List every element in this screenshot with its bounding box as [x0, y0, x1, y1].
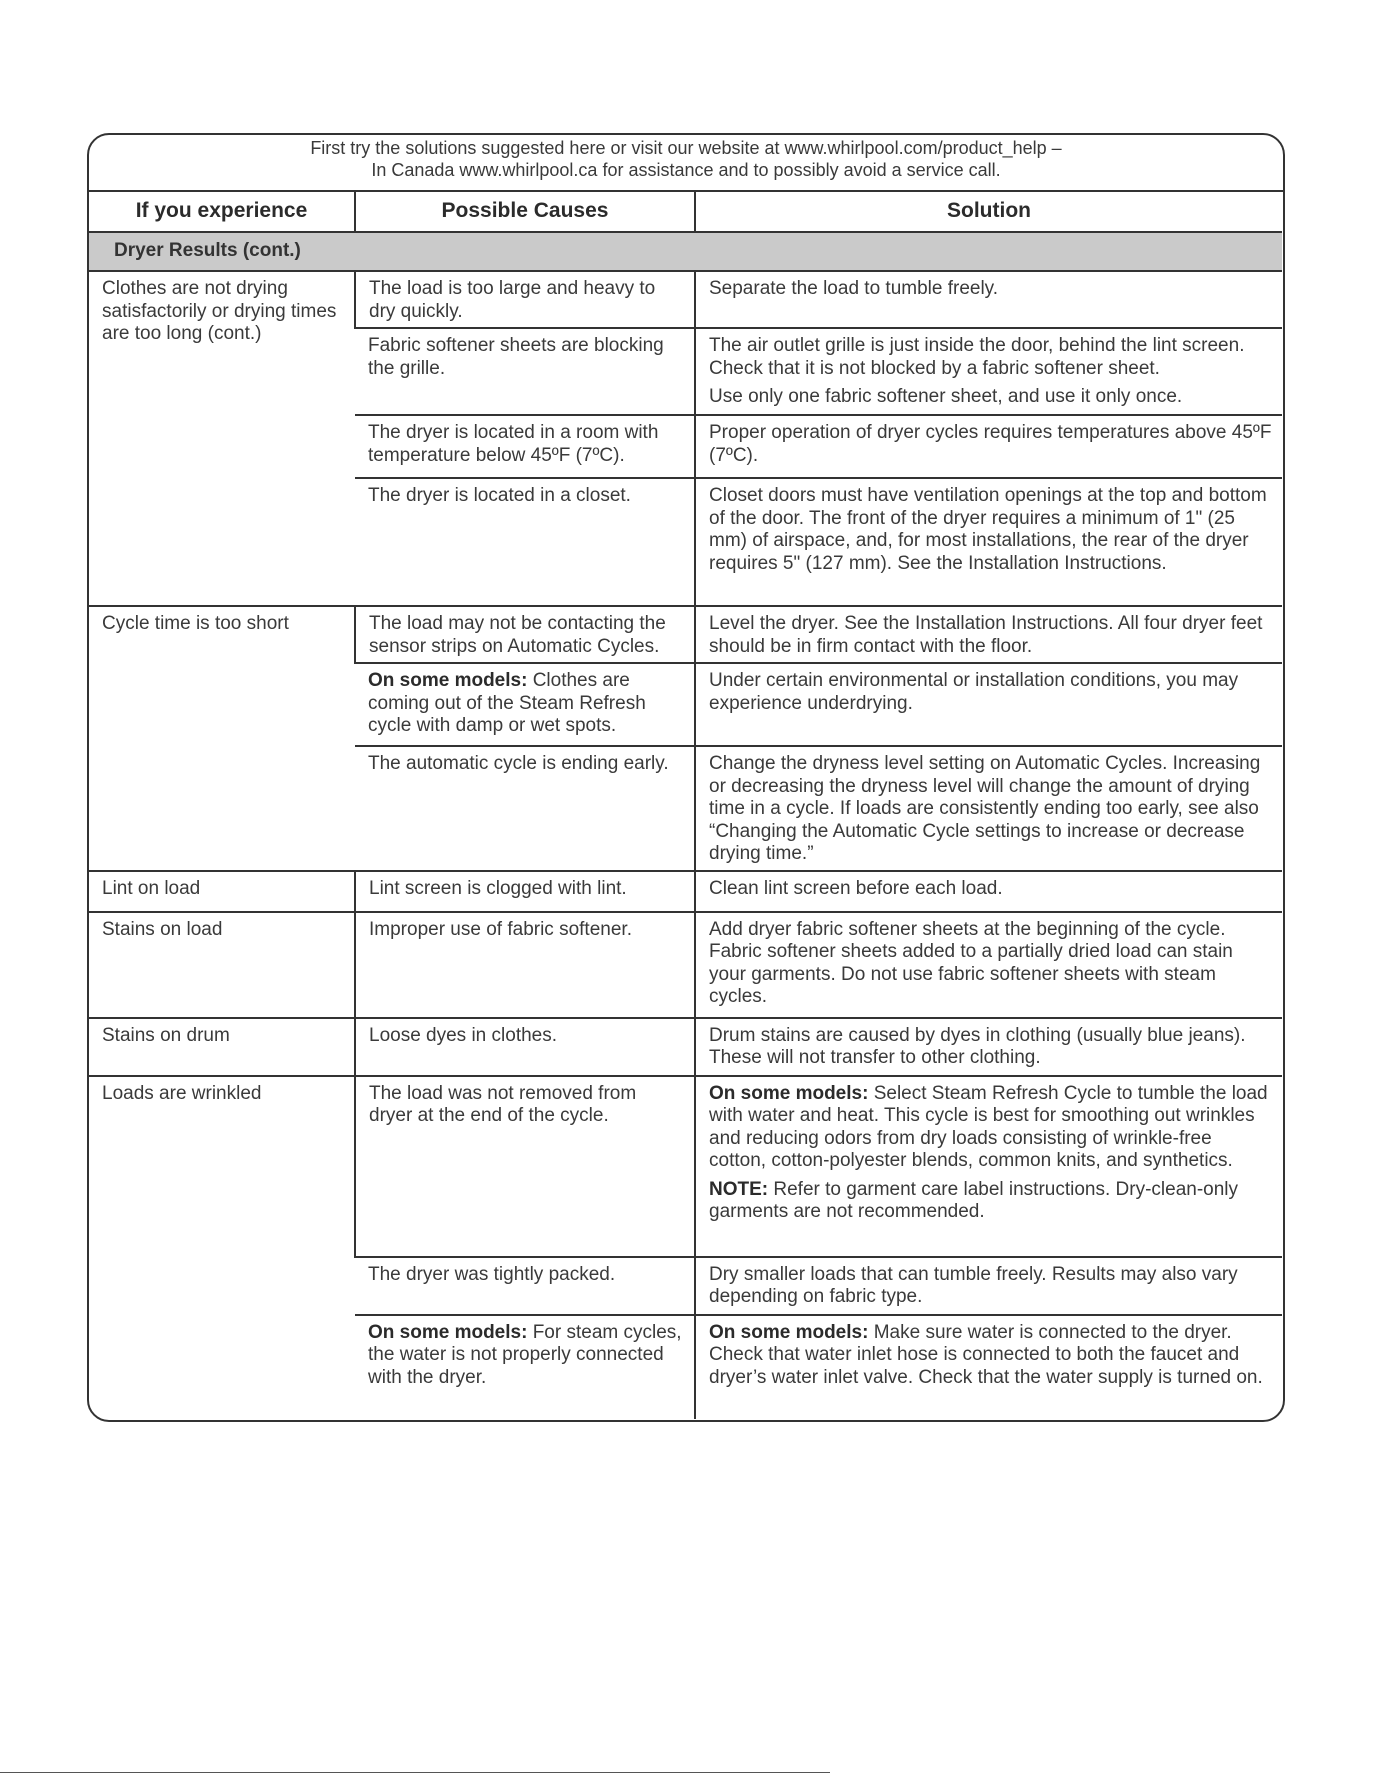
solution-cell: Separate the load to tumble freely. — [695, 271, 1282, 328]
experience-drying: Clothes are not drying satisfactorily or drying times are too long (cont.) — [102, 278, 337, 344]
solution-cell: Under certain environmental or installation conditions, you may experience underdrying. — [695, 663, 1282, 746]
cause-cell: The load is too large and heavy to dry quickly. — [355, 271, 695, 328]
experience-stains-drum: Stains on drum — [89, 1018, 355, 1076]
solution-cell: Closet doors must have ventilation openings at the top and bottom of the door. The front of the dryer requires a minimum of 1" (25 mm) of airspace, and, for most installations, the rear of the dryer requires 5" (127 mm). See the Installation Instructions. — [695, 478, 1282, 606]
header-solution: Solution — [695, 192, 1282, 232]
cause-text: Clothes are coming out of the Steam Refresh cycle with damp or wet spots. — [368, 670, 646, 736]
solution-paragraph — [709, 1083, 1272, 1173]
solution-cell: Level the dryer. See the Installation Instructions. All four dryer feet should be in firm contact with the floor. — [695, 606, 1282, 663]
cause-cell: Loose dyes in clothes. — [355, 1018, 695, 1076]
table-row — [89, 1018, 1282, 1076]
solution-cell: Drum stains are caused by dyes in clothing (usually blue jeans). These will not transfer to other clothing. — [695, 1018, 1282, 1076]
cause-cell: The load may not be contacting the sensor strips on Automatic Cycles. — [355, 606, 695, 663]
cause-text: For steam cycles, the water is not properly connected with the dryer. — [368, 1321, 682, 1388]
solution-cell: Dry smaller loads that can tumble freely. Results may also vary depending on fabric type. — [695, 1257, 1282, 1315]
note-label: NOTE: — [709, 1178, 769, 1200]
troubleshooting-table — [89, 192, 1282, 1419]
solution-cell: Change the dryness level setting on Automatic Cycles. Increasing or decreasing the dryness level will change the amount of drying time in a cycle. If loads are consistently ending too early, see also “Changing the Automatic Cycle settings to increase or decrease drying time.” — [695, 746, 1282, 871]
table-row — [89, 1076, 1282, 1257]
solution-cell — [695, 1315, 1282, 1420]
table-header-row — [89, 192, 1282, 232]
header-experience: If you experience — [89, 192, 355, 232]
section-title: Dryer Results (cont.) — [89, 232, 1282, 271]
experience-stains-load: Stains on load — [89, 912, 355, 1018]
cause-cell: The dryer is located in a room with temperature below 45ºF (7ºC). — [355, 415, 695, 478]
cause-cell — [355, 663, 695, 746]
cause-cell: Fabric softener sheets are blocking the grille. — [355, 328, 695, 415]
experience-short: Cycle time is too short — [89, 606, 355, 871]
cause-cell — [355, 1315, 695, 1420]
solution-cell: Clean lint screen before each load. — [695, 871, 1282, 912]
table-row — [89, 606, 1282, 663]
solution-paragraph: Use only one fabric softener sheet, and use it only once. — [709, 386, 1183, 407]
footer-rule — [0, 1772, 830, 1773]
header-causes: Possible Causes — [355, 192, 695, 232]
experience-wrinkled: Loads are wrinkled — [89, 1076, 355, 1420]
table-row — [89, 912, 1282, 1018]
on-some-models-label: On some models: — [709, 1321, 869, 1343]
cause-cell: The dryer is located in a closet. — [355, 478, 695, 606]
intro-banner — [89, 135, 1283, 192]
solution-paragraph: The air outlet grille is just inside the door, behind the lint screen. Check that it is not blocked by a fabric softener sheet. — [709, 335, 1245, 379]
on-some-models-label: On some models: — [368, 1321, 528, 1343]
footer-imprint — [870, 1764, 1020, 1770]
troubleshooting-table-frame — [87, 133, 1285, 1422]
solution-text: Refer to garment care label instructions. Dry-clean-only garments are not recommended. — [709, 1178, 1239, 1222]
experience-lint: Lint on load — [89, 871, 355, 912]
intro-line-2: In Canada www.whirlpool.ca for assistance and to possibly avoid a service call. — [371, 160, 1001, 180]
solution-cell — [695, 1076, 1282, 1257]
cause-cell: The dryer was tightly packed. — [355, 1257, 695, 1315]
table-row — [89, 271, 1282, 328]
table-row — [89, 871, 1282, 912]
on-some-models-label: On some models: — [709, 1082, 869, 1104]
on-some-models-label: On some models: — [368, 670, 528, 691]
cause-cell: The automatic cycle is ending early. — [355, 746, 695, 871]
solution-text: Make sure water is connected to the dryer. Check that water inlet hose is connected to both the faucet and dryer’s water inlet valve. Check that the water supply is turned on. — [709, 1321, 1263, 1388]
intro-line-1: First try the solutions suggested here or visit our website at www.whirlpool.com/product_help – — [310, 138, 1062, 158]
cause-cell: Improper use of fabric softener. — [355, 912, 695, 1018]
solution-paragraph — [709, 1179, 1272, 1224]
solution-cell: Proper operation of dryer cycles requires temperatures above 45ºF (7ºC). — [695, 415, 1282, 478]
solution-text: Select Steam Refresh Cycle to tumble the load with water and heat. This cycle is best for smoothing out wrinkles and reducing odors from dry loads consisting of wrinkle-free cotton, cotton-polyester blends, common knits, and synthetics. — [709, 1082, 1268, 1171]
solution-cell — [695, 328, 1282, 415]
cause-cell: The load was not removed from dryer at the end of the cycle. — [355, 1076, 695, 1257]
cause-cell: Lint screen is clogged with lint. — [355, 871, 695, 912]
section-band-row — [89, 232, 1282, 271]
solution-cell: Add dryer fabric softener sheets at the beginning of the cycle. Fabric softener sheets added to a partially dried load can stain your garments. Do not use fabric softener sheets with steam cycles. — [695, 912, 1282, 1018]
